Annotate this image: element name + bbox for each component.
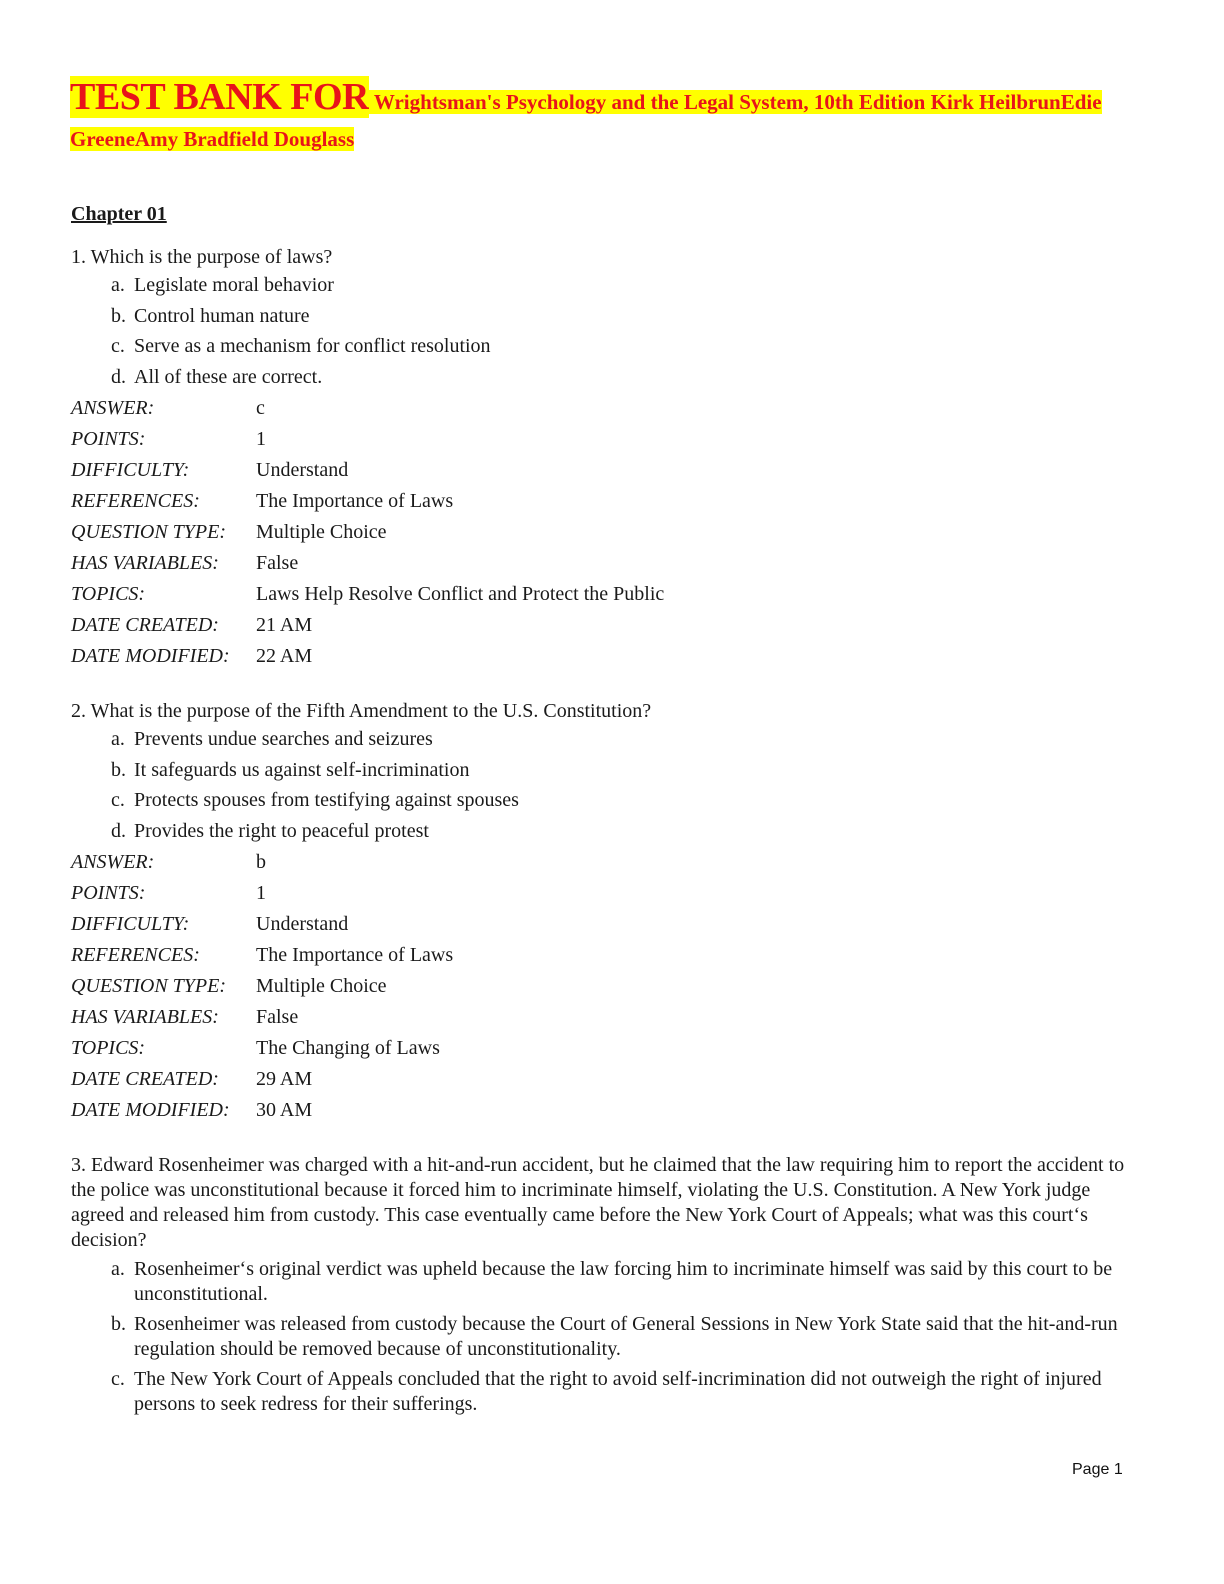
- choice-b: [71, 1312, 1139, 1362]
- meta-references: [71, 486, 1141, 517]
- meta-label: QUESTION TYPE:: [71, 974, 227, 997]
- meta-label: DIFFICULTY:: [71, 459, 190, 482]
- meta-references: [71, 940, 1141, 971]
- choice-text: Control human nature: [134, 304, 310, 327]
- meta-label: ANSWER:: [71, 851, 155, 874]
- choice-d: [71, 816, 1141, 847]
- title-prefix: TEST BANK FOR: [70, 76, 369, 118]
- meta-value: 1: [256, 882, 266, 905]
- choice-a: [71, 724, 1141, 755]
- title-book-name: Wrightsman's Psychology and the Legal System, 10th Edition Kirk HeilbrunEdie: [373, 90, 1102, 114]
- meta-question-type: [71, 971, 1141, 1002]
- page-number: Page 1: [1072, 1461, 1123, 1478]
- meta-value: The Changing of Laws: [256, 1036, 440, 1059]
- meta-label: TOPICS:: [71, 1036, 146, 1059]
- meta-topics: [71, 1033, 1141, 1064]
- meta-date-modified: [71, 1095, 1141, 1126]
- meta-date-created: [71, 610, 1141, 641]
- meta-value: 21 AM: [256, 613, 313, 636]
- choice-text: All of these are correct.: [134, 365, 323, 388]
- choice-text: Provides the right to peaceful protest: [134, 819, 429, 842]
- meta-value: b: [256, 851, 266, 874]
- document-title: [70, 76, 1130, 156]
- choice-b: [71, 755, 1141, 786]
- choice-letter: d.: [111, 819, 126, 842]
- question-metadata: [71, 847, 1141, 1125]
- choice-text: Protects spouses from testifying against spouses: [134, 789, 519, 812]
- choice-text: The New York Court of Appeals concluded that the right to avoid self-incrimination did not outweigh the right of injured persons to seek redress for their sufferings.: [134, 1368, 1102, 1415]
- title-line-2: [70, 122, 1130, 156]
- meta-has-variables: [71, 548, 1141, 579]
- meta-label: DATE MODIFIED:: [71, 1098, 230, 1121]
- meta-value: c: [256, 397, 265, 420]
- choice-letter: b.: [111, 304, 126, 327]
- chapter-heading: Chapter 01: [71, 203, 167, 225]
- meta-value: False: [256, 551, 299, 574]
- question-stem: 3. Edward Rosenheimer was charged with a hit-and-run accident, but he claimed that the law requiring him to report the accident to the police was unconstitutional because it forced him to incriminate himself, violating the U.S. Constitution. A New York judge agreed and released him from custody. This case eventually came before the New York Court of Appeals; what was this court‘s decision?: [71, 1154, 1125, 1251]
- meta-date-created: [71, 1064, 1141, 1095]
- choice-text: Prevents undue searches and seizures: [134, 728, 433, 750]
- choice-text: Legislate moral behavior: [134, 274, 334, 296]
- choice-text: Rosenheimer‘s original verdict was upheld because the law forcing him to incriminate himself was said by this court to be unconstitutional.: [134, 1258, 1113, 1305]
- choice-d: [71, 362, 1141, 393]
- choice-letter: a.: [111, 728, 125, 750]
- choice-c: [71, 1367, 1139, 1417]
- meta-label: DATE CREATED:: [71, 613, 219, 636]
- meta-value: Multiple Choice: [256, 974, 387, 997]
- choice-text: Rosenheimer was released from custody because the Court of General Sessions in New York State said that the hit-and-run regulation should be removed because of unconstitutionality.: [134, 1313, 1118, 1360]
- meta-answer: [71, 393, 1141, 424]
- title-line-1: [70, 76, 1130, 122]
- meta-points: [71, 424, 1141, 455]
- meta-value: The Importance of Laws: [256, 490, 454, 513]
- meta-value: The Importance of Laws: [256, 944, 454, 967]
- meta-value: Laws Help Resolve Conflict and Protect the Public: [256, 582, 665, 605]
- question-2: [71, 699, 1141, 1125]
- meta-question-type: [71, 517, 1141, 548]
- choice-letter: b.: [111, 758, 126, 781]
- question-3: [71, 1153, 1139, 1422]
- meta-value: Multiple Choice: [256, 520, 387, 543]
- meta-label: DATE MODIFIED:: [71, 644, 230, 667]
- meta-has-variables: [71, 1002, 1141, 1033]
- meta-label: ANSWER:: [71, 397, 155, 420]
- meta-label: HAS VARIABLES:: [71, 1005, 219, 1028]
- choice-c: [71, 785, 1141, 816]
- meta-label: REFERENCES:: [71, 944, 200, 967]
- meta-topics: [71, 579, 1141, 610]
- choice-text: Serve as a mechanism for conflict resolution: [134, 335, 491, 358]
- choice-a: [71, 270, 1141, 301]
- meta-value: Understand: [256, 913, 349, 936]
- meta-answer: [71, 847, 1141, 878]
- meta-label: POINTS:: [71, 882, 146, 905]
- meta-value: 1: [256, 428, 266, 451]
- meta-value: Understand: [256, 459, 349, 482]
- question-metadata: [71, 393, 1141, 671]
- question-stem: 1. Which is the purpose of laws?: [71, 246, 333, 268]
- meta-value: 30 AM: [256, 1098, 313, 1121]
- title-authors: GreeneAmy Bradfield Douglass: [70, 127, 355, 151]
- meta-label: REFERENCES:: [71, 490, 200, 513]
- meta-difficulty: [71, 909, 1141, 940]
- choice-text: It safeguards us against self-incrimination: [134, 758, 470, 781]
- question-1: [71, 245, 1141, 671]
- choice-letter: a.: [111, 1258, 125, 1280]
- meta-label: QUESTION TYPE:: [71, 520, 227, 543]
- meta-label: DATE CREATED:: [71, 1067, 219, 1090]
- meta-difficulty: [71, 455, 1141, 486]
- choice-a: [71, 1257, 1139, 1307]
- meta-label: POINTS:: [71, 428, 146, 451]
- choice-letter: a.: [111, 274, 125, 296]
- meta-date-modified: [71, 641, 1141, 672]
- choice-letter: d.: [111, 365, 126, 388]
- choice-letter: c.: [111, 335, 125, 358]
- meta-value: 29 AM: [256, 1067, 313, 1090]
- meta-points: [71, 878, 1141, 909]
- meta-label: TOPICS:: [71, 582, 146, 605]
- meta-value: 22 AM: [256, 644, 313, 667]
- meta-label: DIFFICULTY:: [71, 913, 190, 936]
- choice-letter: b.: [111, 1313, 126, 1335]
- choice-b: [71, 301, 1141, 332]
- choice-letter: c.: [111, 1368, 125, 1390]
- question-stem: 2. What is the purpose of the Fifth Amendment to the U.S. Constitution?: [71, 700, 652, 722]
- choice-c: [71, 331, 1141, 362]
- choice-letter: c.: [111, 789, 125, 812]
- meta-value: False: [256, 1005, 299, 1028]
- meta-label: HAS VARIABLES:: [71, 551, 219, 574]
